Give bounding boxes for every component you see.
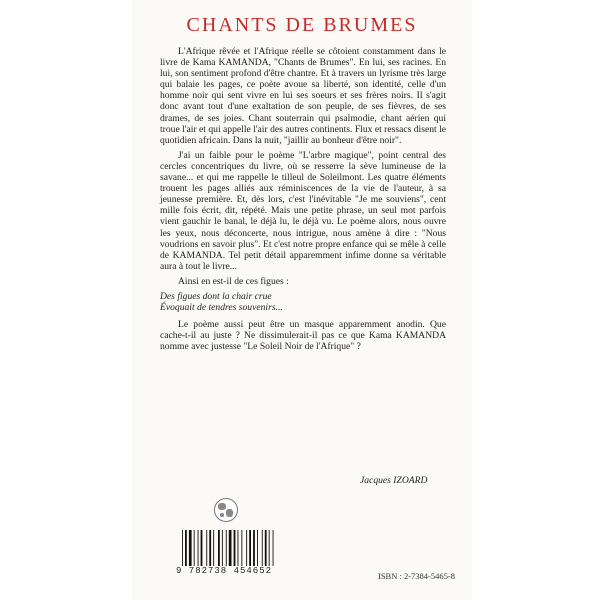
poem-line-1: Des figues dont la chair crue — [160, 290, 272, 302]
paragraph-3: Ainsi en est-il de ces figues : — [178, 275, 289, 287]
back-cover-text — [160, 46, 446, 356]
paragraph-1: L'Afrique rêvée et l'Afrique réelle se côtoient constamment dans le livre de Kama KAMANDA, "Chants de Brumes". En lui, ses racines. En lui, son sentiment profond d'être chantre. Et à travers un lyrisme très large qui balaie les pages, ce poète avoue sa liberté, son identité, celle d'un homme noir qui sent vivre en lui ses soeurs et ses frères noirs. Il s'agit donc avant tout d'une exaltation de son peuple, de ses fièvres, de ses drames, de ses joies. Chant souterrain qui psalmodie, chant aérien qui troue l'air et qui appelle l'air des autres continents. Flux et ressacs disent le quotidien africain. Dans la nuit, "jaillir au bonheur d'être noir". — [160, 46, 446, 146]
signature: Jacques IZOARD — [360, 475, 428, 486]
book-title: CHANTS DE BRUMES — [186, 14, 418, 36]
isbn-label: ISBN : 2-7384-5465-8 — [378, 571, 455, 581]
barcode-number: 9 782738 454652 — [176, 566, 273, 576]
poem-excerpt — [160, 291, 446, 313]
closing-paragraph: Le poème aussi peut être un masque apparemment anodin. Que cache-t-il au juste ? Ne dissimulerait-il pas ce que Kama KAMANDA nomme avec justesse "Le Soleil Noir de l'Afrique" ? — [160, 319, 446, 353]
paragraph-2: J'ai un faible pour le poème "L'arbre magique", point central des cercles concentriques du livre, où se resserre la sève lumineuse de la savane... et qui me rappelle le tilleul de Soleilmont. Les quatre éléments trouent les pages alliés aux réminiscences de la vie de l'auteur, à sa jeunesse première. Et, dès lors, c'est l'inévitable "Je me souviens", cent mille fois écrit, dit, répété. Mais une petite phrase, un seul mot parfois vient gauchir le banal, le déjà lu, le déjà vu. Le poème alors, nous ouvre les yeux, nous déconcerte, nous intrigue, nous amène à dire : "Nous voudrions en savoir plus". Et c'est notre propre enfance qui se mêle à celle de KAMANDA. Tel petit détail apparemment infime donne sa véritable aura à tout le livre... — [160, 149, 446, 272]
globe-icon — [214, 498, 238, 522]
poem-line-2: Évoquait de tendres souvenirs... — [160, 302, 283, 314]
barcode — [180, 530, 290, 566]
